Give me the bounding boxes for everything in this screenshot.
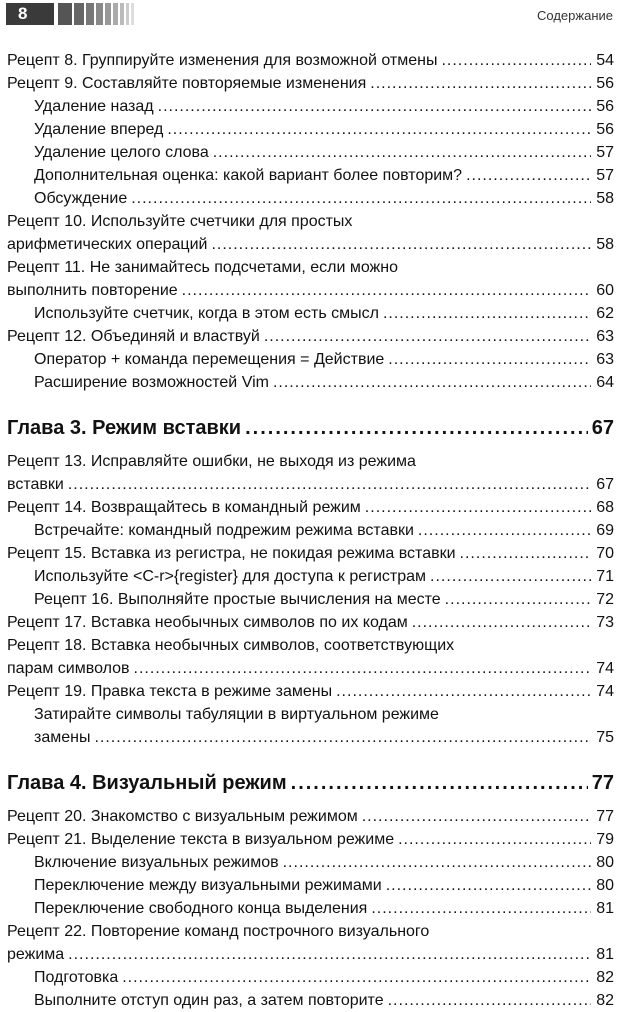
dot-leader: [418, 519, 591, 542]
page-number: 8: [6, 3, 54, 25]
toc-entry-recipe-11[interactable]: [0, 256, 620, 302]
toc-page-number: 81: [596, 900, 614, 917]
toc-page-number: 77: [596, 808, 614, 825]
dot-leader: [362, 805, 591, 828]
toc-entry-title: Рецепт 16. Выполняйте простые вычисления на месте: [34, 591, 441, 608]
toc-entry-title: Рецепт 15. Вставка из регистра, не покидая режима вставки: [7, 545, 456, 562]
toc-entry-title-continued: вставки: [7, 476, 64, 493]
toc-page-number: 54: [596, 52, 614, 69]
toc-page-number: 74: [596, 660, 614, 677]
toc-entry-title: Рецепт 12. Объединяй и властвуй: [7, 328, 260, 345]
dot-leader: [430, 565, 591, 588]
toc-entry-title: Рецепт 20. Знакомство с визуальным режимом: [7, 808, 358, 825]
toc-chapter-3[interactable]: [0, 417, 620, 447]
dot-leader: [460, 542, 592, 565]
toc-page-number: 63: [596, 351, 614, 368]
toc-entry-title: Рецепт 10. Используйте счетчики для простых: [7, 213, 353, 230]
dot-leader: [388, 989, 592, 1012]
decoration-bar: [86, 3, 94, 25]
dot-leader: [273, 371, 591, 394]
toc-entry-title: Рецепт 14. Возвращайтесь в командный режим: [7, 499, 361, 516]
dot-leader: [441, 49, 591, 72]
toc-subentry[interactable]: [0, 519, 620, 542]
decoration-bar: [131, 3, 134, 25]
toc-page-number: 63: [596, 328, 614, 345]
toc-entry-title: Переключение свободного конца выделения: [34, 900, 368, 917]
toc-entry-recipe-22[interactable]: [0, 920, 620, 966]
toc-page-number: 58: [596, 236, 614, 253]
decoration-bar: [120, 3, 124, 25]
dot-leader: [264, 325, 591, 348]
dot-leader: [245, 417, 588, 440]
toc-subentry[interactable]: [0, 897, 620, 920]
dot-leader: [68, 943, 591, 966]
toc-subentry[interactable]: [0, 95, 620, 118]
toc-page-number: 74: [596, 683, 614, 700]
dot-leader: [386, 874, 591, 897]
toc-chapter-title: Глава 4. Визуальный режим: [7, 772, 287, 794]
toc-subentry[interactable]: [0, 874, 620, 897]
toc-entry-title: Встречайте: командный подрежим режима вставки: [34, 522, 414, 539]
toc-subentry[interactable]: [0, 851, 620, 874]
toc-page-number: 80: [596, 854, 614, 871]
toc-page-number: 58: [596, 190, 614, 207]
toc-entry-title-continued: арифметических операций: [7, 236, 208, 253]
toc-entry-title: Рецепт 22. Повторение команд построчного визуального: [7, 923, 430, 940]
dot-leader: [291, 772, 588, 795]
toc-entry-title-continued: парам символов: [7, 660, 130, 677]
toc-entry-title: Рецепт 19. Правка текста в режиме замены: [7, 683, 333, 700]
toc-entry-title: Дополнительная оценка: какой вариант более повторим?: [34, 167, 463, 184]
toc-entry-title: Оператор + команда перемещения = Действие: [34, 351, 385, 368]
toc-entry-title: Переключение между визуальными режимами: [34, 877, 382, 894]
toc-page-number: 69: [596, 522, 614, 539]
running-header-title: Содержание: [537, 8, 613, 23]
toc-page-number: 79: [596, 831, 614, 848]
dot-leader: [68, 473, 591, 496]
dot-leader: [398, 828, 591, 851]
toc-subentry[interactable]: [0, 989, 620, 1012]
toc-entry-title: Выполните отступ один раз, а затем повторите: [34, 992, 384, 1009]
toc-page-number: 81: [596, 946, 614, 963]
toc-page-number: 80: [596, 877, 614, 894]
toc-entry-title: Удаление вперед: [34, 121, 164, 138]
toc-page-number: 56: [596, 121, 614, 138]
toc-entry-recipe-12[interactable]: [0, 325, 620, 348]
toc-entry-title: Обсуждение: [34, 190, 128, 207]
toc-page-number: 57: [596, 167, 614, 184]
toc-entry-recipe-14[interactable]: [0, 496, 620, 519]
toc-subentry[interactable]: [0, 118, 620, 141]
toc-page-number: 73: [596, 614, 614, 631]
toc-entry-title: Рецепт 8. Группируйте изменения для возможной отмены: [7, 52, 438, 69]
toc-page-number: 67: [596, 476, 614, 493]
toc-entry-title: Расширение возможностей Vim: [34, 374, 269, 391]
decoration-bar: [74, 3, 84, 25]
decoration-bar: [105, 3, 111, 25]
decoration-bar: [96, 3, 103, 25]
toc-page-number: 57: [596, 144, 614, 161]
toc-page-number: 82: [596, 992, 614, 1009]
toc-entry-recipe-20[interactable]: [0, 805, 620, 828]
toc-subentry[interactable]: [0, 565, 620, 588]
toc-subentry[interactable]: [0, 187, 620, 210]
toc-entry-title: Рецепт 11. Не занимайтесь подсчетами, если можно: [7, 259, 398, 276]
toc-entry-recipe-13[interactable]: [0, 450, 620, 496]
toc-entry-title-continued: режима: [7, 946, 65, 963]
toc-entry-recipe-17[interactable]: [0, 611, 620, 634]
toc-page-number: 60: [596, 282, 614, 299]
dot-leader: [365, 496, 591, 519]
toc-page-number: 62: [596, 305, 614, 322]
dot-leader: [388, 348, 591, 371]
dot-leader: [158, 95, 592, 118]
dot-leader: [211, 233, 591, 256]
toc-page-number: 67: [591, 417, 614, 439]
toc-subentry[interactable]: [0, 302, 620, 325]
toc-chapter-title: Глава 3. Режим вставки: [7, 417, 242, 439]
toc-page-number: 71: [596, 568, 614, 585]
toc-subentry[interactable]: [0, 966, 620, 989]
toc-entry-title: Рецепт 17. Вставка необычных символов по их кодам: [7, 614, 408, 631]
toc-chapter-4[interactable]: [0, 772, 620, 802]
toc-entry-title: Используйте <C-r>{register} для доступа к регистрам: [34, 568, 427, 585]
toc-entry-title: Рецепт 18. Вставка необычных символов, соответствующих: [7, 637, 455, 654]
dot-leader: [370, 72, 591, 95]
toc-entry-recipe-9[interactable]: [0, 72, 620, 95]
toc-subentry[interactable]: [0, 703, 620, 749]
toc-entry-title: Рецепт 13. Исправляйте ошибки, не выходя из режима: [7, 453, 416, 470]
toc-entry-recipe-19[interactable]: [0, 680, 620, 703]
toc-entry-title: Удаление назад: [34, 98, 154, 115]
dot-leader: [167, 118, 591, 141]
dot-leader: [122, 966, 591, 989]
dot-leader: [182, 279, 592, 302]
toc-page-number: 70: [596, 545, 614, 562]
toc-page-number: 68: [596, 499, 614, 516]
toc-entry-title: Подготовка: [34, 969, 119, 986]
toc-entry-title: Используйте счетчик, когда в этом есть смысл: [34, 305, 379, 322]
toc-entry-title: Включение визуальных режимов: [34, 854, 279, 871]
decoration-bar: [113, 3, 118, 25]
toc-subentry[interactable]: [0, 141, 620, 164]
page-header: [0, 0, 620, 30]
toc-page-number: 75: [596, 729, 614, 746]
toc-entry-title-continued: замены: [34, 729, 91, 746]
dot-leader: [383, 302, 591, 325]
toc-subentry[interactable]: [0, 371, 620, 394]
toc-entry-recipe-15[interactable]: [0, 542, 620, 565]
toc-page-number: 64: [596, 374, 614, 391]
dot-leader: [445, 588, 592, 611]
toc-entry-recipe-18[interactable]: [0, 634, 620, 680]
dot-leader: [466, 164, 591, 187]
toc-entry-recipe-10[interactable]: [0, 210, 620, 256]
dot-leader: [336, 680, 591, 703]
toc-entry-title: Рецепт 21. Выделение текста в визуальном режиме: [7, 831, 395, 848]
dot-leader: [412, 611, 591, 634]
toc-subentry[interactable]: [0, 164, 620, 187]
toc-page-number: 82: [596, 969, 614, 986]
dot-leader: [371, 897, 591, 920]
toc-entry-title: Затирайте символы табуляции в виртуальном режиме: [34, 706, 439, 723]
toc-entry-title: Удаление целого слова: [34, 144, 209, 161]
table-of-contents: [0, 49, 620, 1012]
decoration-bar: [126, 3, 129, 25]
decoration-bar: [58, 3, 72, 25]
dot-leader: [213, 141, 591, 164]
dot-leader: [94, 726, 591, 749]
dot-leader: [283, 851, 592, 874]
toc-subentry[interactable]: [0, 348, 620, 371]
toc-subentry[interactable]: [0, 588, 620, 611]
toc-entry-title: Рецепт 9. Составляйте повторяемые изменения: [7, 75, 367, 92]
toc-entry-recipe-8[interactable]: [0, 49, 620, 72]
toc-page-number: 56: [596, 75, 614, 92]
toc-page-number: 56: [596, 98, 614, 115]
toc-page-number: 72: [596, 591, 614, 608]
dot-leader: [134, 657, 592, 680]
toc-entry-recipe-21[interactable]: [0, 828, 620, 851]
dot-leader: [131, 187, 591, 210]
toc-page-number: 77: [591, 772, 614, 794]
toc-entry-title-continued: выполнить повторение: [7, 282, 178, 299]
